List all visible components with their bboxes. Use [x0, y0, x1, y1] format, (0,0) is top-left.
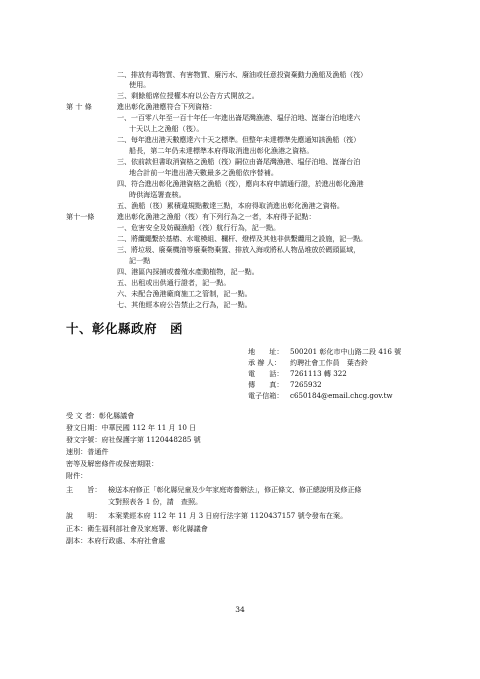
article-line: 地合計前一年進出港天數最多之漁船依序替補。 [129, 168, 278, 177]
article-line: 四、港區內採捕或養殖水產動植物，記一點。 [117, 267, 259, 276]
article-line: 三、依前款但書取消資格之漁船（筏）嗣位由崙尾灣漁港、塭仔泊地、崑崙台泊 [117, 157, 361, 166]
contact-person-label: 承 辦 人： [248, 358, 281, 367]
article-line: 記一點 [129, 256, 151, 265]
fax-value: 7265932 [290, 380, 322, 389]
article-line: 四、符合進出彰化漁港資格之漁船（筏），應向本府申請通行證，於進出彰化漁港 [117, 179, 364, 188]
article-line: 時供海巡署查核。 [129, 190, 186, 199]
article-number: 第十一條 [66, 212, 95, 221]
article-line: 二、排放有毒物質、有害物質、廢污水、廢油或任意投資棄動力漁船及漁船（筏） [117, 70, 367, 79]
article-line: 進出彰化漁港應符合下列資格： [117, 102, 217, 111]
email-value: c650184@email.chcg.gov.tw [290, 391, 393, 400]
explanation-label: 說 明： [66, 511, 102, 520]
recipient: 受 文 者：彰化縣議會 [66, 411, 135, 420]
article-line: 一、危害安全及妨礙漁船（筏）航行行為，記一點。 [117, 223, 281, 232]
article-line: 二、將纜繩繫於基樁、水電模組、欄杆、燈桿及其他非供繫纜用之設施，記一點。 [117, 234, 367, 243]
article-line: 進出彰化漁港之漁船（筏）有下列行為之一者，本府得予記點： [117, 212, 316, 221]
section-title: 十、彰化縣政府 函 [66, 321, 184, 336]
article-line: 五、出租或出供通行證者，記一點。 [117, 278, 231, 287]
article-line: 六、未配合漁港廠商施工之管制，記一點。 [117, 289, 252, 298]
contact-person-value: 約聘社會工作員 葉杏鈴 [290, 358, 369, 367]
issue-date: 發文日期：中華民國 112 年 11 月 10 日 [66, 423, 197, 432]
article-line: 三、剩餘船席位授權本府以公告方式開放之。 [117, 91, 259, 100]
article-line: 二、每年進出港天數應達六十天之標準。但整年未達標準先應通知該漁船（筏） [117, 135, 361, 144]
subject-label: 主 旨： [66, 485, 102, 494]
attachments: 附件： [66, 471, 88, 480]
phone-value: 7261113 轉 322 [290, 369, 347, 378]
priority: 速別：普通件 [66, 447, 109, 456]
classification: 密等及解密條件或保密期限： [66, 459, 159, 468]
article-line: 七、其他經本府公告禁止之行為，記一點。 [117, 300, 252, 309]
explanation-text: 本案業經本府 112 年 11 月 3 日府行法字第 1120437157 號令發布在案。 [108, 511, 348, 520]
page-number: 34 [235, 605, 245, 614]
article-line: 船長，第二年仍未達標準本府得取消進出彰化漁港之資格。 [129, 146, 314, 155]
carbon-copy: 副本：本府行政處、本府社會處 [66, 536, 166, 545]
email-label: 電子信箱： [248, 391, 284, 400]
article-line: 一、一百零八年至一百十年任一年進出崙尾灣漁港、塭仔泊地、崑崙台泊地達六 [117, 113, 361, 122]
main-recipients: 正本：衛生福利部社會及家庭署、彰化縣議會 [66, 524, 208, 533]
article-number: 第 十 條 [66, 102, 92, 111]
address-label: 地 址： [248, 347, 284, 356]
address-value: 500201 彰化市中山路二段 416 號 [290, 347, 402, 356]
article-line: 十天以上之漁船（筏）。 [129, 124, 204, 133]
article-line: 三、將垃圾、廢棄機油等廢棄物棄置、排放入海或將私人物品堆放於碼頭區域， [117, 245, 361, 254]
subject-line: 文對照表各 1 份，請 查照。 [108, 497, 203, 506]
article-line: 五、漁船（筏）累積違規點數達三點，本府得取消進出彰化漁港之資格。 [117, 201, 344, 210]
subject-line: 檢送本府修正「彰化縣兒童及少年家庭寄養辦法」，修正條文、修正總說明及修正條 [108, 485, 362, 494]
fax-label: 傳 真： [248, 380, 284, 389]
article-line: 使用。 [129, 80, 151, 89]
phone-label: 電 話： [248, 369, 284, 378]
document-number: 發文字號：府社保護字第 1120448285 號 [66, 435, 201, 444]
